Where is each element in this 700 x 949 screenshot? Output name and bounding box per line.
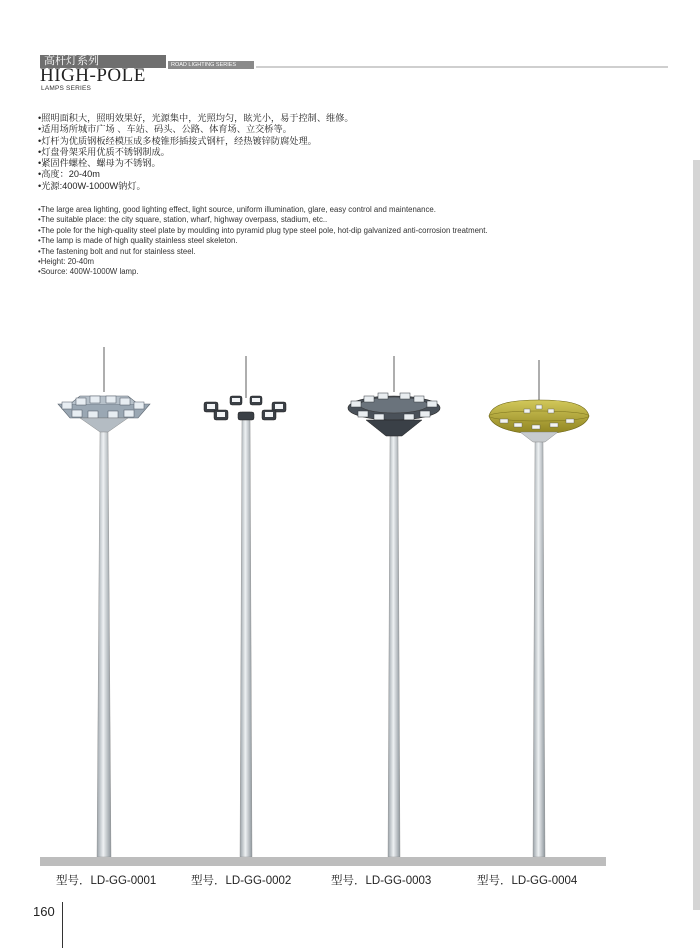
lamp-3-illustration [348,356,440,857]
desc-en-line: •The large area lighting, good lighting effect, light source, uniform illumination, glare, easy control and maintenance. [38,205,436,214]
header-subtitle-bar: ROAD LIGHTING SERIES [168,61,254,69]
desc-en-line: •Height: 20-40m [38,257,95,267]
desc-en-line: •The fastening bolt and nut for stainless steel. [38,246,196,256]
page-number: 160 [33,904,55,919]
desc-cn-line: •灯杆为优质钢板经模压成多棱锥形插接式钢杆，经热镀锌防腐处理。 [38,135,317,146]
product-model-3: 型号．LD-GG-0003 [331,875,432,887]
desc-cn-line: •紧固件螺栓、螺母为不锈钢。 [38,158,161,169]
page-number-rule [62,902,63,948]
desc-en-line: •The suitable place: the city square, station, wharf, highway overpass, stadium, etc.. [38,215,328,225]
desc-cn-line: •灯盘骨架采用优质不锈钢制成。 [38,146,170,157]
product-model-4: 型号．LD-GG-0004 [477,875,578,887]
desc-en-line: •The pole for the high-quality steel plate by moulding into pyramid plug type steel pole, hot-dip galvanized anti-corrosion treatment. [38,225,488,235]
header-series-tab: 高杆灯系列 [40,55,166,68]
lamp-1-illustration [58,347,150,857]
desc-cn-line: •照明面积大，照明效果好，光源集中，光照均匀，眩光小，易于控制、维修。 [38,113,354,123]
desc-cn-line: •适用场所城市广场 、车站、码头、公路、体育场、立交桥等。 [38,124,292,135]
desc-en-line: •Source: 400W-1000W lamp. [38,267,139,277]
desc-cn-line: •高度：20-40m [38,169,100,180]
desc-en-line: •The lamp is made of high quality stainless steel skeleton. [38,236,238,246]
lamp-2-illustration [204,356,286,857]
product-model-1: 型号．LD-GG-0001 [56,875,157,887]
page-subtitle: LAMPS SERIES [41,85,92,92]
lamp-4-illustration [489,360,589,857]
page-title: HIGH-POLE [40,65,146,86]
product-model-2: 型号．LD-GG-0002 [191,875,292,887]
right-edge-bar [693,160,700,910]
ground-base-bar [40,857,606,866]
desc-cn-line: •光源:400W-1000W钠灯。 [38,180,146,191]
